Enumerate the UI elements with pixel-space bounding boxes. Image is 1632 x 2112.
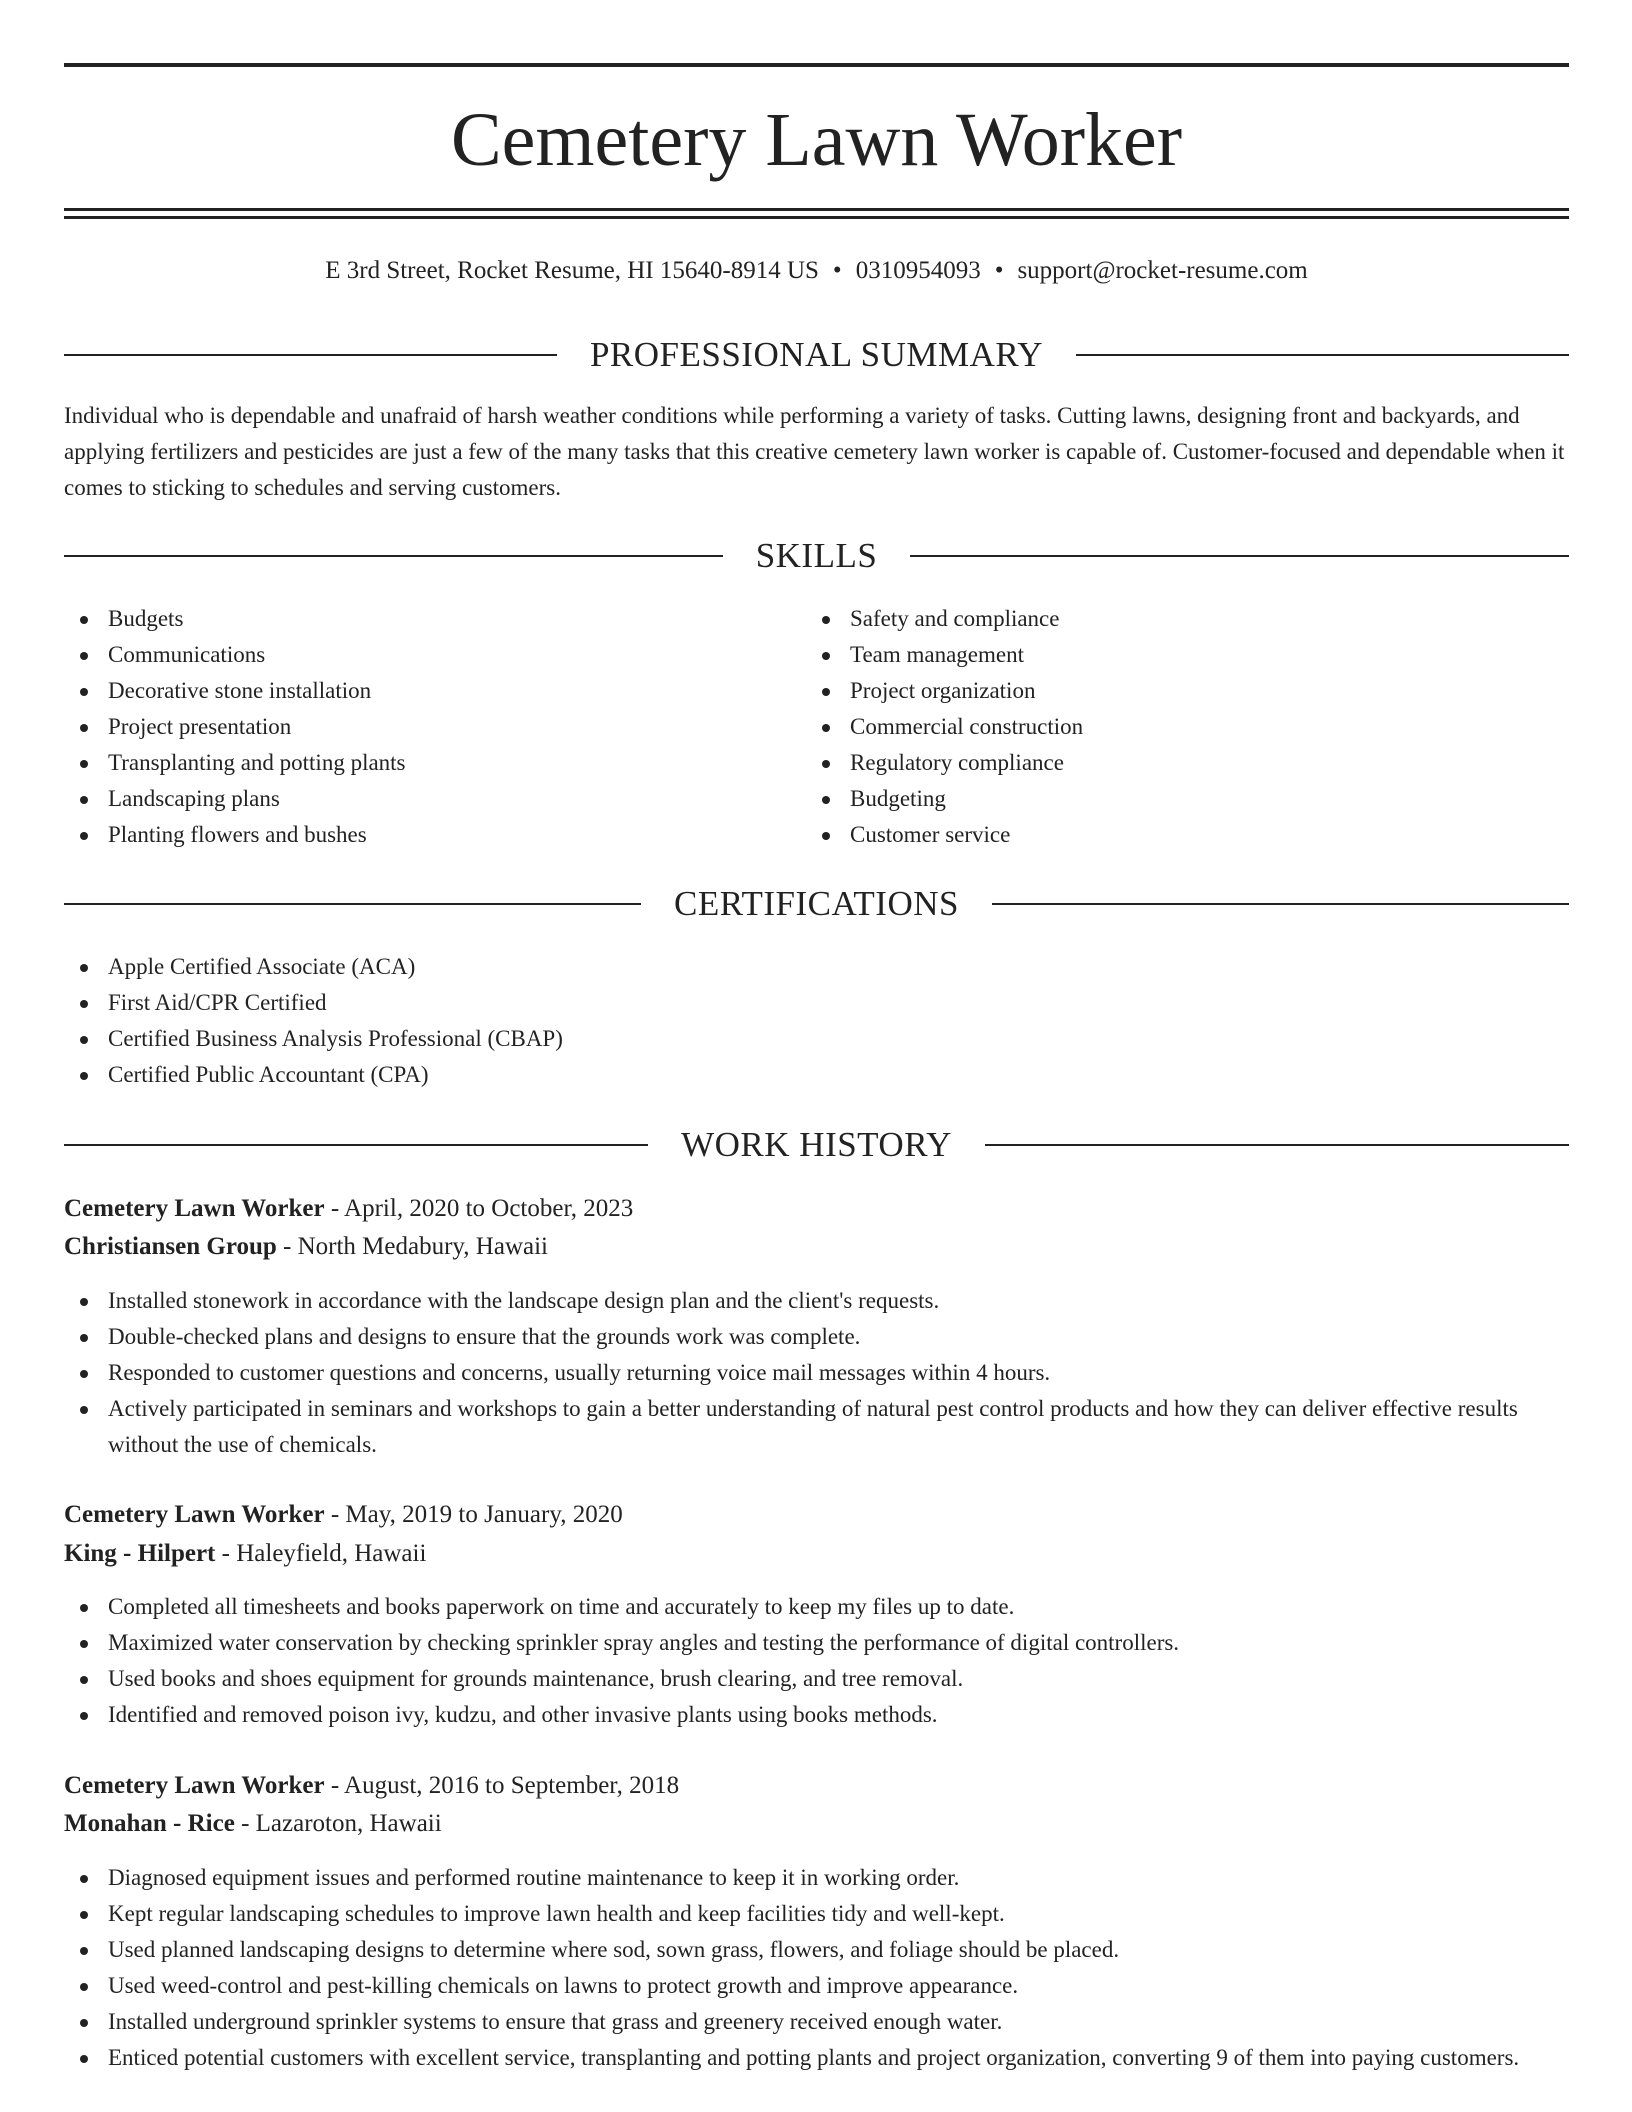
divider	[1076, 354, 1569, 356]
job-bullet: Completed all timesheets and books paperwork on time and accurately to keep my files up to date.	[64, 1589, 1569, 1625]
skill-item: Project presentation	[64, 709, 784, 745]
job-location: North Medabury, Hawaii	[297, 1233, 548, 1260]
skill-item: Customer service	[806, 817, 1526, 853]
divider	[64, 903, 641, 905]
company-name: Christiansen Group	[64, 1233, 277, 1260]
skill-item: Planting flowers and bushes	[64, 817, 784, 853]
section-title: PROFESSIONAL SUMMARY	[589, 335, 1044, 374]
section-title: CERTIFICATIONS	[674, 884, 959, 923]
job-company-line: Christiansen Group - North Medabury, Hawaii	[64, 1233, 548, 1260]
job-bullet: Installed underground sprinkler systems to ensure that grass and greenery received enough water.	[64, 2004, 1569, 2040]
divider	[992, 903, 1569, 905]
skill-item: Decorative stone installation	[64, 673, 784, 709]
job-title: Cemetery Lawn Worker	[64, 1195, 325, 1222]
job-bullets	[64, 1589, 1569, 1733]
skill-item: Budgeting	[806, 781, 1526, 817]
job-dates: April, 2020 to October, 2023	[344, 1195, 634, 1222]
section-title: SKILLS	[755, 536, 878, 575]
job-bullets	[64, 1860, 1569, 2076]
job-location: Haleyfield, Hawaii	[236, 1540, 427, 1567]
job-title-line: Cemetery Lawn Worker - April, 2020 to October, 2023	[64, 1195, 634, 1222]
header-bottom-rule	[64, 208, 1569, 211]
candidate-name: Cemetery Lawn Worker	[450, 98, 1183, 182]
certification-item: Certified Public Accountant (CPA)	[64, 1057, 1569, 1093]
address: E 3rd Street, Rocket Resume, HI 15640-8914 US	[325, 257, 819, 284]
job-dates: August, 2016 to September, 2018	[344, 1772, 680, 1799]
separator: •	[994, 257, 1004, 284]
skills-list-left	[64, 601, 784, 853]
job-bullet: Kept regular landscaping schedules to improve lawn health and keep facilities tidy and well-kept.	[64, 1896, 1569, 1932]
job-bullet: Responded to customer questions and concerns, usually returning voice mail messages within 4 hours.	[64, 1355, 1569, 1391]
header-top-rule	[64, 63, 1569, 67]
job-bullet: Used planned landscaping designs to determine where sod, sown grass, flowers, and foliage should be placed.	[64, 1932, 1569, 1968]
job-bullet: Diagnosed equipment issues and performed routine maintenance to keep it in working order.	[64, 1860, 1569, 1896]
certification-item: Certified Business Analysis Professional (CBAP)	[64, 1021, 1569, 1057]
company-name: Monahan - Rice	[64, 1810, 235, 1837]
job-bullets	[64, 1283, 1569, 1463]
summary-heading	[64, 330, 1569, 380]
skill-item: Regulatory compliance	[806, 745, 1526, 781]
job-bullet: Enticed potential customers with excellent service, transplanting and potting plants and project organization, converting 9 of them into paying customers.	[64, 2040, 1569, 2076]
company-name: King - Hilpert	[64, 1540, 216, 1567]
certification-item: Apple Certified Associate (ACA)	[64, 949, 1569, 985]
header-bottom-rule-2	[64, 216, 1569, 219]
work-history-heading	[64, 1120, 1569, 1170]
skill-item: Budgets	[64, 601, 784, 637]
skills-list-right	[806, 601, 1526, 853]
divider	[985, 1144, 1569, 1146]
job-title: Cemetery Lawn Worker	[64, 1772, 325, 1799]
job-bullet: Identified and removed poison ivy, kudzu, and other invasive plants using books methods.	[64, 1697, 1569, 1733]
certifications-heading	[64, 879, 1569, 929]
separator: •	[832, 257, 842, 284]
job-bullet: Used books and shoes equipment for grounds maintenance, brush clearing, and tree removal.	[64, 1661, 1569, 1697]
job-title-line: Cemetery Lawn Worker - May, 2019 to January, 2020	[64, 1501, 623, 1528]
skills-heading	[64, 531, 1569, 581]
skill-item: Project organization	[806, 673, 1526, 709]
phone: 0310954093	[855, 257, 981, 284]
job-dates: May, 2019 to January, 2020	[345, 1501, 623, 1528]
divider	[64, 555, 723, 557]
certification-item: First Aid/CPR Certified	[64, 985, 1569, 1021]
divider	[64, 1144, 648, 1146]
job-company-line: Monahan - Rice - Lazaroton, Hawaii	[64, 1810, 442, 1837]
contact-line	[64, 254, 1569, 288]
job-location: Lazaroton, Hawaii	[255, 1810, 442, 1837]
divider	[64, 354, 557, 356]
skill-item: Safety and compliance	[806, 601, 1526, 637]
skill-item: Team management	[806, 637, 1526, 673]
email: support@rocket-resume.com	[1017, 257, 1308, 284]
skill-item: Transplanting and potting plants	[64, 745, 784, 781]
job-bullet: Used weed-control and pest-killing chemicals on lawns to protect growth and improve appearance.	[64, 1968, 1569, 2004]
certifications-list	[64, 949, 1569, 1093]
job-bullet: Maximized water conservation by checking sprinkler spray angles and testing the performance of digital controllers.	[64, 1625, 1569, 1661]
skill-item: Commercial construction	[806, 709, 1526, 745]
job-title: Cemetery Lawn Worker	[64, 1501, 325, 1528]
summary-text: Individual who is dependable and unafraid of harsh weather conditions while performing a variety of tasks. Cutting lawns, designing front and backyards, and applying fertilizers and pesticides are just a few of the many tasks that this creative cemetery lawn worker is capable of. Customer-focused and dependable when it comes to sticking to schedules and serving customers.	[64, 403, 1565, 500]
skill-item: Communications	[64, 637, 784, 673]
job-bullet: Installed stonework in accordance with the landscape design plan and the client's requests.	[64, 1283, 1569, 1319]
job-company-line: King - Hilpert - Haleyfield, Hawaii	[64, 1540, 427, 1567]
job-bullet: Double-checked plans and designs to ensure that the grounds work was complete.	[64, 1319, 1569, 1355]
skill-item: Landscaping plans	[64, 781, 784, 817]
section-title: WORK HISTORY	[681, 1125, 952, 1164]
job-bullet: Actively participated in seminars and workshops to gain a better understanding of natural pest control products and how they can deliver effective results without the use of chemicals.	[64, 1391, 1569, 1463]
job-title-line: Cemetery Lawn Worker - August, 2016 to September, 2018	[64, 1772, 680, 1799]
divider	[910, 555, 1569, 557]
